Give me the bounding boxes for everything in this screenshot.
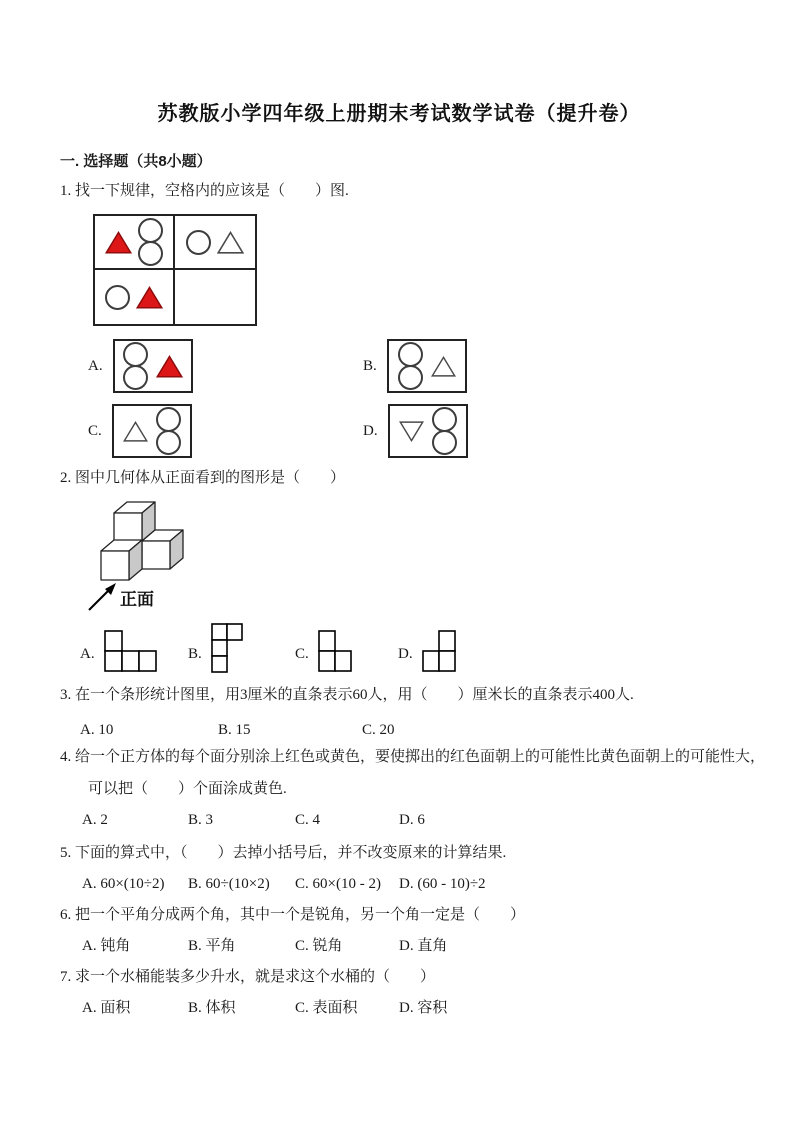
circle-pair-icon: [156, 407, 181, 455]
q1-pattern-grid: [93, 214, 257, 326]
q6-option-b: B. 平角: [188, 938, 236, 954]
view-shape-c-icon: [318, 630, 354, 673]
front-arrow-icon: [89, 583, 116, 610]
q2-options-row: [80, 623, 738, 673]
q7-options-row: [82, 998, 738, 1019]
option-c-label: C.: [88, 422, 102, 439]
circle-icon: [398, 342, 423, 367]
q5-options-row: [82, 874, 738, 895]
front-label: 正面: [120, 590, 154, 609]
q2-option-b: [188, 623, 295, 673]
q4-options-row: [82, 810, 738, 831]
question-2-text: 2. 图中几何体从正面看到的图形是（ ）: [60, 470, 346, 486]
question-3-text: 3. 在一个条形统计图里，用3厘米的直条表示60人，用（ ）厘米长的直条表示400人.: [60, 687, 634, 703]
circle-pair-icon: [432, 407, 457, 455]
circle-icon: [138, 218, 163, 243]
q2-option-d: [398, 630, 458, 673]
view-shape-b-icon: [211, 623, 244, 673]
view-shape-a-icon: [104, 630, 158, 673]
option-a-label: A.: [88, 357, 103, 374]
red-triangle-icon: [105, 231, 132, 254]
option-d-label: D.: [363, 422, 378, 439]
circle-icon: [105, 285, 130, 310]
question-5-text: 5. 下面的算式中，（ ）去掉小括号后，并不改变原来的计算结果.: [60, 845, 507, 861]
question-4-text: [60, 747, 766, 800]
option-b-label: B.: [363, 357, 377, 374]
option-a-label: A.: [80, 646, 95, 662]
q1-option-a-box: [113, 339, 193, 393]
q1-option-c-box: [112, 404, 192, 458]
q1-options-row-2: [88, 404, 738, 458]
q7-option-a: A. 面积: [82, 1000, 131, 1016]
q1-option-b: [363, 339, 467, 393]
question-6-text: 6. 把一个平角分成两个角，其中一个是锐角，另一个角一定是（ ）: [60, 907, 526, 923]
q5-option-b: B. 60÷(10×2): [188, 876, 270, 892]
white-triangle-down-icon: [399, 421, 424, 442]
q6-option-d: D. 直角: [399, 938, 448, 954]
white-triangle-icon: [123, 421, 148, 442]
q4-option-d: D. 6: [399, 812, 425, 828]
page-title: 苏教版小学四年级上册期末考试数学试卷（提升卷）: [157, 103, 641, 125]
question-4-line2: 可以把（ ）个面涂成黄色.: [88, 781, 287, 797]
red-triangle-icon: [136, 286, 163, 309]
circle-icon: [156, 430, 181, 455]
circle-icon: [156, 407, 181, 432]
circle-pair-icon: [138, 218, 163, 266]
q6-option-c: C. 锐角: [295, 938, 343, 954]
q7-option-b: B. 体积: [188, 1000, 236, 1016]
circle-icon: [186, 230, 211, 255]
q5-option-a: A. 60×(10÷2): [82, 876, 165, 892]
q4-option-a: A. 2: [82, 812, 108, 828]
circle-pair-icon: [398, 342, 423, 390]
q3-option-b: B. 15: [218, 722, 251, 738]
q7-option-d: D. 容积: [399, 1000, 448, 1016]
circle-icon: [123, 342, 148, 367]
q1-option-b-box: [387, 339, 467, 393]
q3-option-a: A. 10: [80, 722, 114, 738]
cubes-3d-icon: [85, 499, 197, 617]
white-triangle-icon: [431, 356, 456, 377]
q1-options-row-1: [88, 339, 738, 393]
option-d-label: D.: [398, 646, 413, 662]
q6-option-a: A. 钝角: [82, 938, 131, 954]
question-1-text: 1. 找一下规律，空格内的应该是（ ）图.: [60, 183, 349, 199]
q1-grid-cell-top-right: [175, 216, 255, 270]
circle-icon: [432, 407, 457, 432]
q3-option-c: C. 20: [362, 722, 395, 738]
white-triangle-icon: [217, 231, 244, 254]
circle-icon: [398, 365, 423, 390]
q1-grid-cell-bottom-left: [95, 270, 175, 324]
q1-grid-cell-bottom-right-empty: [175, 270, 255, 324]
q1-option-a: [88, 339, 363, 393]
q1-option-c: [88, 404, 363, 458]
question-4-line1: 4. 给一个正方体的每个面分别涂上红色或黄色，要使掷出的红色面朝上的可能性比黄色面朝上的可能性大，: [60, 749, 766, 765]
circle-icon: [432, 430, 457, 455]
q2-option-a: [80, 630, 188, 673]
q5-option-c: C. 60×(10 - 2): [295, 876, 381, 892]
q7-option-c: C. 表面积: [295, 1000, 358, 1016]
question-7-text: 7. 求一个水桶能装多少升水，就是求这个水桶的（ ）: [60, 969, 436, 985]
view-shape-d-icon: [422, 630, 458, 673]
q4-option-b: B. 3: [188, 812, 214, 828]
q6-options-row: [82, 936, 738, 957]
q1-option-d-box: [388, 404, 468, 458]
q1-option-d: [363, 404, 468, 458]
red-triangle-icon: [156, 355, 183, 378]
circle-icon: [138, 241, 163, 266]
q5-option-d: D. (60 - 10)÷2: [399, 876, 486, 892]
circle-pair-icon: [123, 342, 148, 390]
q4-option-c: C. 4: [295, 812, 321, 828]
circle-icon: [123, 365, 148, 390]
q1-grid-cell-top-left: [95, 216, 175, 270]
q3-options-row: [80, 720, 738, 741]
option-c-label: C.: [295, 646, 309, 662]
option-b-label: B.: [188, 646, 202, 662]
q2-cube-figure: [85, 499, 738, 617]
q2-option-c: [295, 630, 398, 673]
section-header: 一. 选择题（共8小题）: [60, 153, 212, 170]
